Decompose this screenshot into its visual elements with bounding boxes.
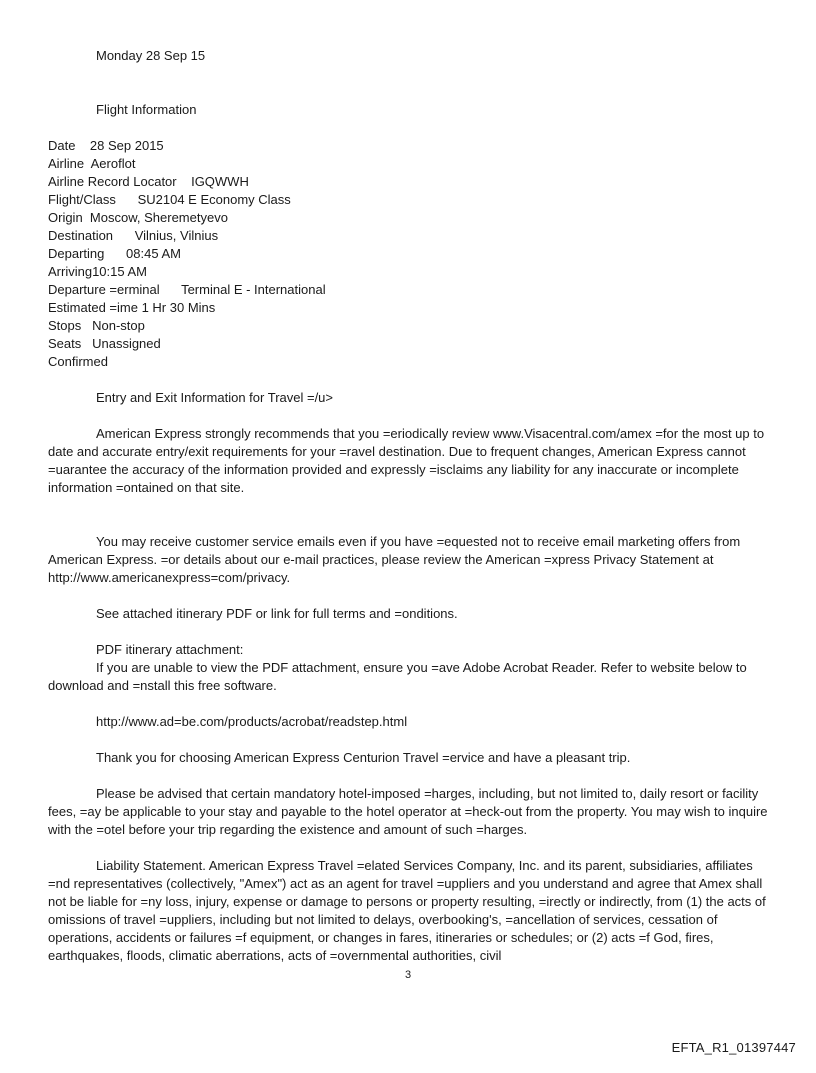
pdf-heading: PDF itinerary attachment: bbox=[96, 642, 244, 657]
flight-row-separator bbox=[160, 282, 181, 297]
email-notice: You may receive customer service emails even if you have =equested not to receive email marketing offers from American Express. =or details about our e-mail practices, please review the American =xpress Privacy Statement at http://www.americanexpress=com/privacy. bbox=[48, 534, 741, 585]
flight-row bbox=[48, 281, 770, 299]
flight-row-separator bbox=[81, 336, 92, 351]
flight-row bbox=[48, 299, 770, 317]
page-number: 3 bbox=[404, 969, 412, 981]
liability-statement: Liability Statement. American Express Travel =elated Services Company, Inc. and its parent, subsidiaries, affiliates =nd representatives (collectively, "Amex") act as an agent for travel =uppliers and you understand and agree that Amex shall not be liable for =ny loss, injury, expense or damage to persons or property resulting, =irectly or indirectly, from (1) the acts of omissions of travel =uppliers, including but not limited to delays, overbooking's, =ancellation of services, cessation of operations, accidents or failures =f equipment, or changes in fares, itineraries or schedules; or (2) acts =f God, fires, earthquakes, floods, climatic aberrations, acts of =overnmental authorities, civil bbox=[48, 858, 766, 963]
thank-you-line: Thank you for choosing American Express Centurion Travel =ervice and have a pleasant trip. bbox=[96, 750, 631, 765]
flight-row-separator bbox=[116, 192, 138, 207]
flight-row bbox=[48, 335, 770, 353]
flight-row bbox=[48, 245, 770, 263]
flight-row bbox=[48, 155, 770, 173]
flight-row-label: Stops bbox=[48, 318, 82, 333]
attached-terms: See attached itinerary PDF or link for full terms and =onditions. bbox=[96, 606, 458, 621]
date-line: Monday 28 Sep 15 bbox=[96, 48, 206, 63]
flight-row-value: 10:15 AM bbox=[92, 264, 148, 279]
flight-row bbox=[48, 263, 770, 281]
flight-row bbox=[48, 137, 770, 155]
flight-row-label: Date bbox=[48, 138, 76, 153]
flight-row bbox=[48, 191, 770, 209]
entry-exit-body: American Express strongly recommends that you =eriodically review www.Visacentral.com/amex =for the most up to date and accurate entry/exit requirements for your =ravel destination. Due to frequent changes, American Express cannot =uarantee the accuracy of the information provided and expressly =isclaims any liability for any inaccurate or incomplete information =ontained on that site. bbox=[48, 426, 765, 495]
flight-row bbox=[48, 353, 770, 371]
flight-row bbox=[48, 317, 770, 335]
flight-row-separator bbox=[81, 318, 92, 333]
document-page bbox=[48, 47, 770, 965]
pdf-body: If you are unable to view the PDF attachment, ensure you =ave Adobe Acrobat Reader. Refer to website below to download and =nstall this free software. bbox=[48, 660, 747, 693]
flight-row-separator bbox=[177, 174, 191, 189]
flight-row-value: Aeroflot bbox=[90, 156, 136, 171]
flight-row-value: Vilnius, Vilnius bbox=[134, 228, 219, 243]
flight-row bbox=[48, 173, 770, 191]
entry-exit-heading: Entry and Exit Information for Travel =/u> bbox=[96, 390, 334, 405]
flight-row-value: Terminal E - International bbox=[181, 282, 326, 297]
flight-row-value: Non-stop bbox=[92, 318, 145, 333]
section-title: Flight Information bbox=[96, 102, 197, 117]
flight-row bbox=[48, 209, 770, 227]
flight-row-label: Departure =erminal bbox=[48, 282, 160, 297]
bates-number: EFTA_R1_01397447 bbox=[671, 1040, 796, 1055]
flight-row-label: Flight/Class bbox=[48, 192, 116, 207]
flight-row-label: Airline Record Locator bbox=[48, 174, 177, 189]
flight-row-label: Estimated =ime bbox=[48, 300, 138, 315]
flight-row bbox=[48, 227, 770, 245]
flight-row-label: Arriving bbox=[48, 264, 93, 279]
flight-row-separator bbox=[83, 210, 90, 225]
flight-row-value: SU2104 E Economy Class bbox=[137, 192, 291, 207]
flight-row-value: 08:45 AM bbox=[126, 246, 181, 261]
acrobat-link[interactable]: http://www.ad=be.com/products/acrobat/readstep.html bbox=[96, 714, 408, 729]
flight-row-separator bbox=[75, 138, 89, 153]
flight-details bbox=[48, 137, 770, 371]
flight-row-value: Moscow, Sheremetyevo bbox=[89, 210, 228, 225]
flight-row-label: Origin bbox=[48, 210, 83, 225]
flight-row-value: Unassigned bbox=[92, 336, 161, 351]
flight-row-value: 28 Sep 2015 bbox=[89, 138, 164, 153]
flight-row-label: Departing bbox=[48, 246, 105, 261]
flight-row-separator bbox=[113, 228, 135, 243]
flight-row-value: 1 Hr 30 Mins bbox=[141, 300, 216, 315]
flight-row-value: IGQWWH bbox=[191, 174, 249, 189]
flight-row-separator bbox=[104, 246, 126, 261]
hotel-notice: Please be advised that certain mandatory hotel-imposed =harges, including, but not limited to, daily resort or facility fees, =ay be applicable to your stay and payable to the hotel operator at =heck-out from the property. You may wish to inquire with the =otel before your trip regarding the existence and amount of such =harges. bbox=[48, 786, 768, 837]
flight-row-label: Confirmed bbox=[48, 354, 108, 369]
flight-row-label: Seats bbox=[48, 336, 82, 351]
flight-row-label: Destination bbox=[48, 228, 114, 243]
flight-row-label: Airline bbox=[48, 156, 85, 171]
